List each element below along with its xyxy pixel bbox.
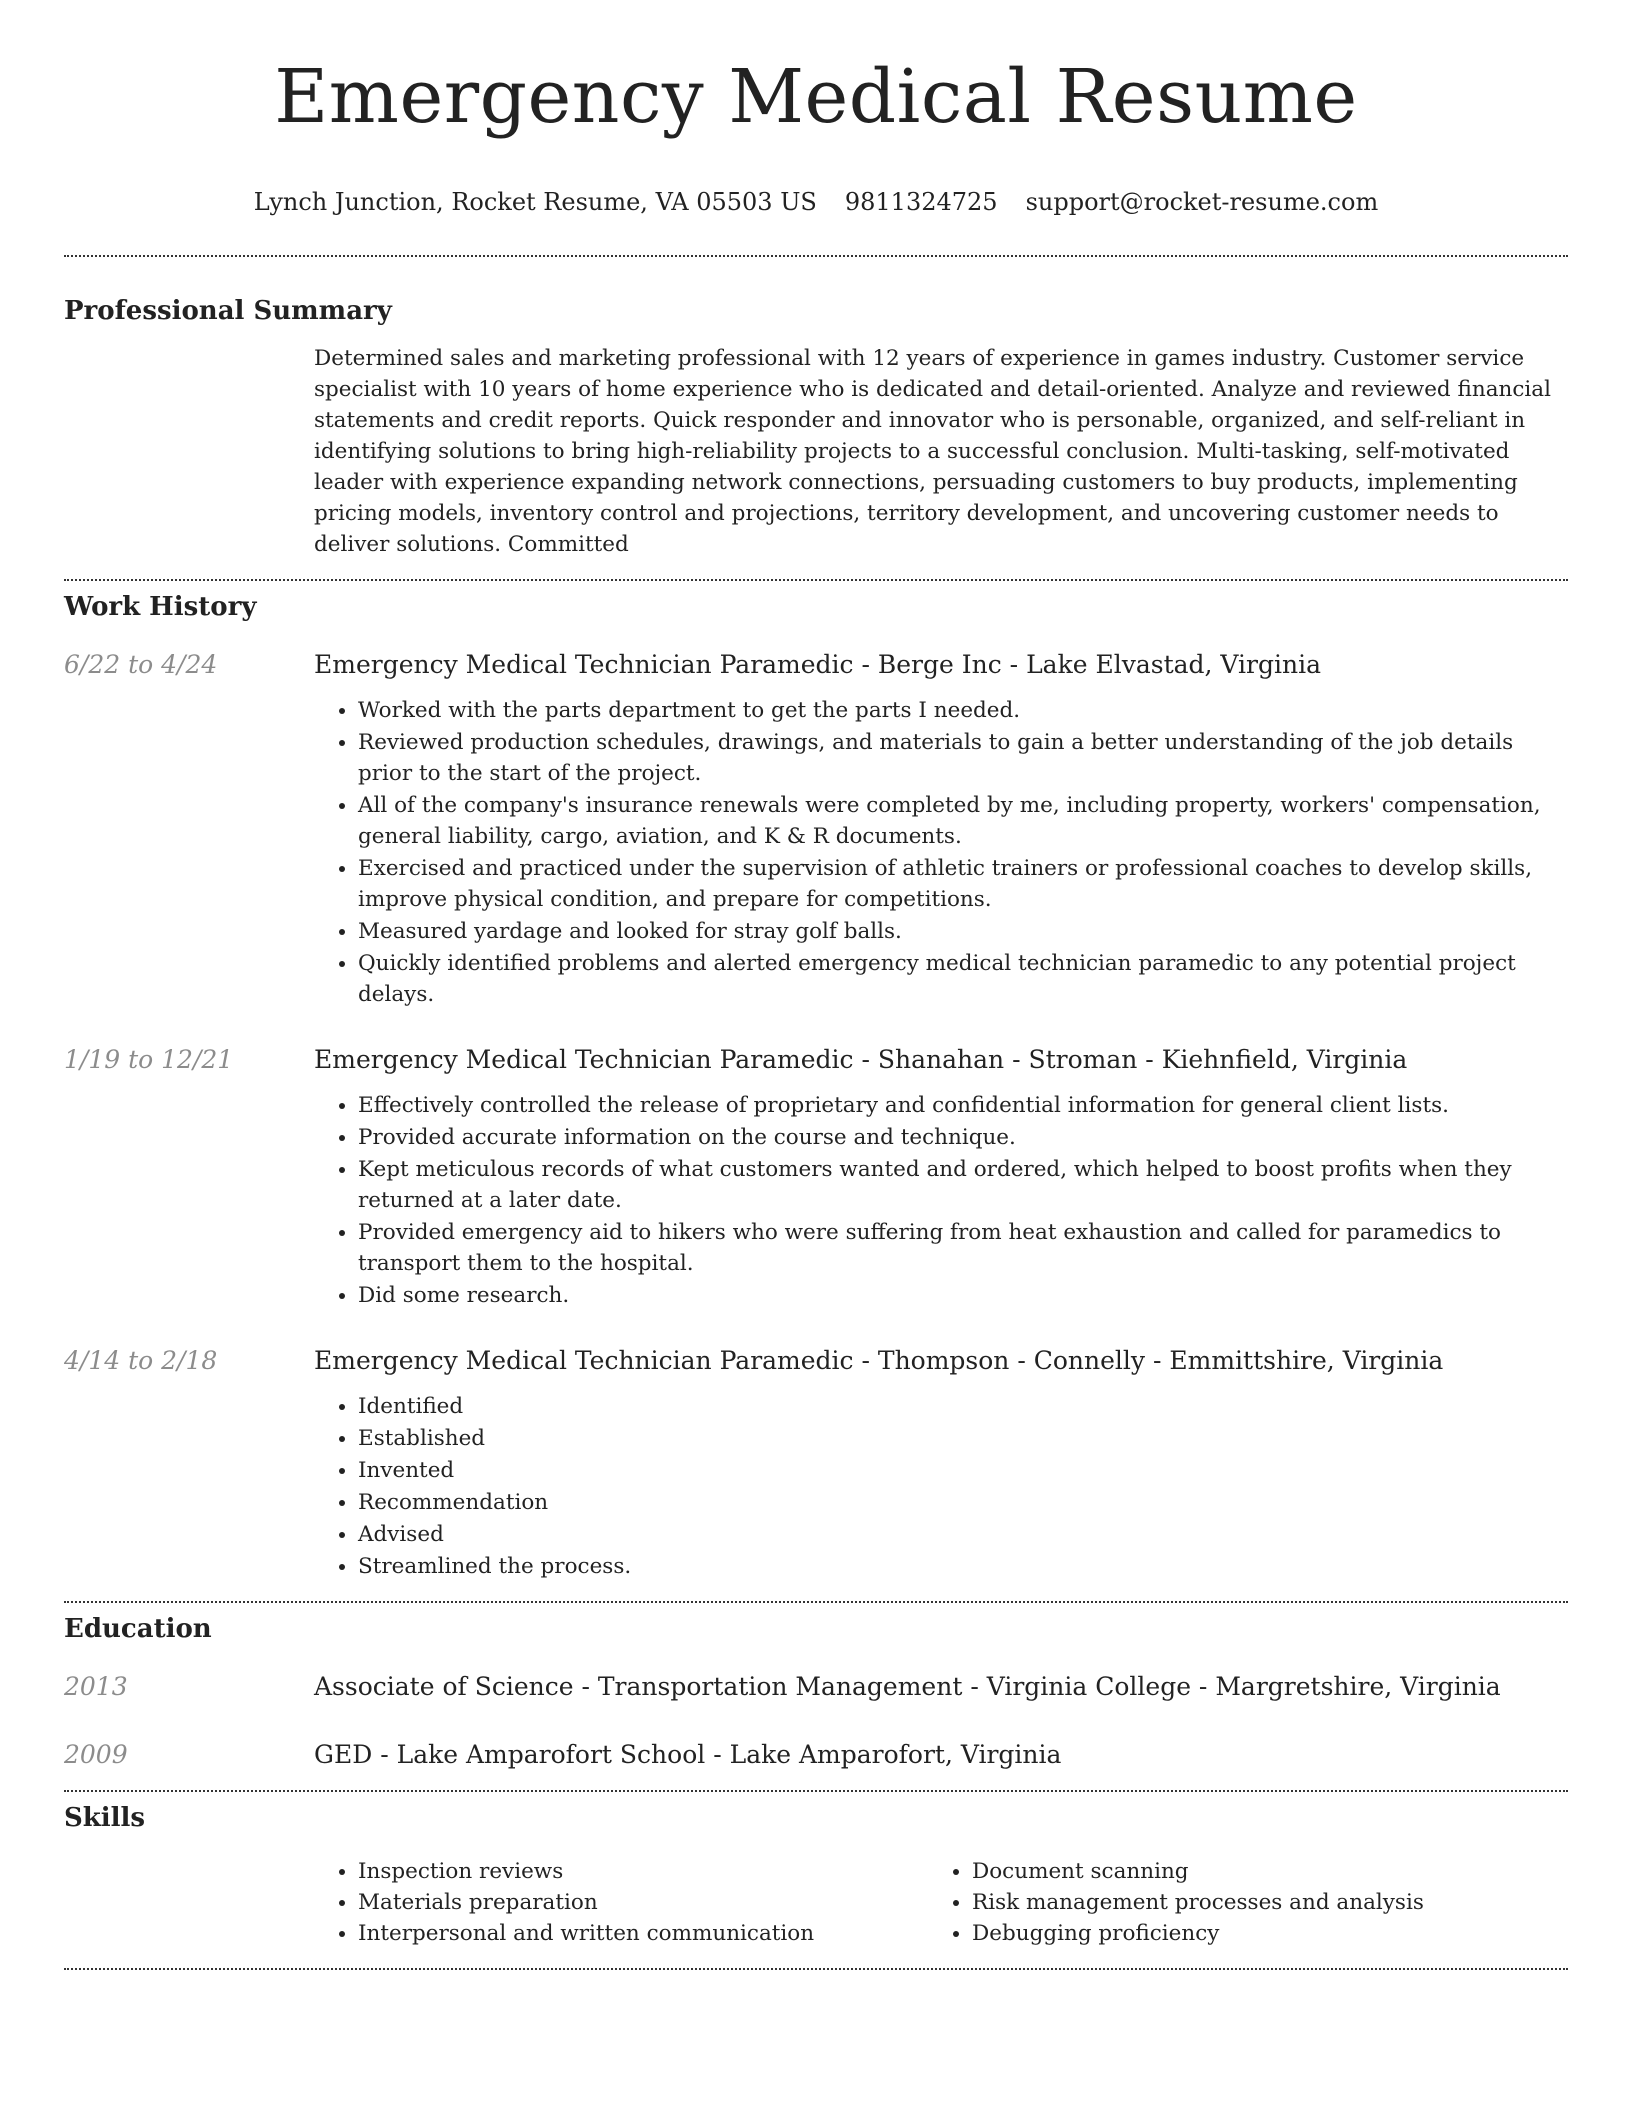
section-title-summary: Professional Summary bbox=[64, 296, 392, 326]
list-item: • Exercised and practiced under the supervision of athletic trainers or professional coaches to develop skills, improve physical condition, and prepare for competitions. bbox=[358, 853, 1568, 915]
divider bbox=[64, 255, 1568, 257]
job-bullets bbox=[314, 1391, 1568, 1582]
skills-list-left bbox=[314, 1856, 928, 1949]
summary-text: Determined sales and marketing professional with 12 years of experience in games industry. Customer service specialist with 10 years of home experience who is dedicated and detail-oriented. Analyze and reviewed financial statements and credit reports. Quick responder and innovator who is personable, organized, and self-reliant in identifying solutions to bring high-reliability projects to a successful conclusion. Multi-tasking, self-motivated leader with experience expanding network connections, persuading customers to buy products, implementing pricing models, inventory control and projections, territory development, and uncovering customer needs to deliver solutions. Committed bbox=[314, 346, 1551, 557]
list-item: • All of the company's insurance renewals were completed by me, including property, workers' compensation, general liability, cargo, aviation, and K & R documents. bbox=[358, 790, 1568, 852]
job-dates: 4/14 to 2/18 bbox=[64, 1346, 218, 1375]
skills-row bbox=[64, 1856, 1568, 1949]
list-item: • Streamlined the process. bbox=[358, 1551, 1568, 1582]
list-item: • Recommendation bbox=[358, 1487, 1568, 1518]
job-dates: 1/19 to 12/21 bbox=[64, 1045, 234, 1074]
list-item: • Worked with the parts department to get the parts I needed. bbox=[358, 695, 1568, 726]
list-item: • Reviewed production schedules, drawings, and materials to gain a better understanding of the job details prior to the start of the project. bbox=[358, 727, 1568, 789]
job-heading: Emergency Medical Technician Paramedic - Shanahan - Stroman - Kiehnfield, Virginia bbox=[314, 1045, 1408, 1074]
skill-item: • Document scanning bbox=[972, 1856, 1542, 1887]
education-heading: GED - Lake Amparofort School - Lake Amparofort, Virginia bbox=[314, 1740, 1062, 1769]
contact-address: Lynch Junction, Rocket Resume, VA 05503 US bbox=[253, 188, 817, 216]
job-bullets bbox=[314, 1090, 1568, 1311]
job-dates: 6/22 to 4/24 bbox=[64, 650, 218, 679]
skills-list-right bbox=[928, 1856, 1542, 1949]
job-entry bbox=[64, 1345, 1568, 1583]
section-title-work: Work History bbox=[64, 592, 257, 622]
skill-item: • Materials preparation bbox=[358, 1887, 928, 1918]
education-year: 2009 bbox=[64, 1740, 128, 1769]
contact-phone: 9811324725 bbox=[844, 188, 998, 216]
list-item: • Identified bbox=[358, 1391, 1568, 1422]
list-item: • Quickly identified problems and alerted emergency medical technician paramedic to any potential project delays. bbox=[358, 948, 1568, 1010]
skill-item: • Interpersonal and written communication bbox=[358, 1918, 928, 1949]
job-bullets bbox=[314, 695, 1568, 1010]
job-heading: Emergency Medical Technician Paramedic - Berge Inc - Lake Elvastad, Virginia bbox=[314, 650, 1321, 679]
divider bbox=[64, 1790, 1568, 1792]
list-item: • Effectively controlled the release of proprietary and confidential information for general client lists. bbox=[358, 1090, 1568, 1121]
resume-title: Emergency Medical Resume bbox=[274, 54, 1358, 140]
list-item: • Invented bbox=[358, 1455, 1568, 1486]
list-item: • Measured yardage and looked for stray golf balls. bbox=[358, 916, 1568, 947]
summary-row bbox=[64, 343, 1568, 560]
divider bbox=[64, 579, 1568, 581]
skill-item: • Inspection reviews bbox=[358, 1856, 928, 1887]
job-heading: Emergency Medical Technician Paramedic - Thompson - Connelly - Emmittshire, Virginia bbox=[314, 1346, 1444, 1375]
job-entry bbox=[64, 649, 1568, 1011]
education-year: 2013 bbox=[64, 1672, 128, 1701]
section-title-skills: Skills bbox=[64, 1803, 146, 1833]
list-item: • Established bbox=[358, 1423, 1568, 1454]
education-entry bbox=[64, 1739, 1568, 1771]
divider bbox=[64, 1968, 1568, 1970]
job-entry bbox=[64, 1044, 1568, 1312]
skill-item: • Debugging proficiency bbox=[972, 1918, 1542, 1949]
contact-email: support@rocket-resume.com bbox=[1025, 188, 1379, 216]
list-item: • Kept meticulous records of what customers wanted and ordered, which helped to boost profits when they returned at a later date. bbox=[358, 1154, 1568, 1216]
section-title-education: Education bbox=[64, 1614, 212, 1644]
list-item: • Provided accurate information on the course and technique. bbox=[358, 1122, 1568, 1153]
list-item: • Advised bbox=[358, 1519, 1568, 1550]
contact-line bbox=[64, 186, 1568, 218]
list-item: • Did some research. bbox=[358, 1280, 1568, 1311]
skill-item: • Risk management processes and analysis bbox=[972, 1887, 1542, 1918]
education-heading: Associate of Science - Transportation Management - Virginia College - Margretshire, Virginia bbox=[314, 1672, 1501, 1701]
list-item: • Provided emergency aid to hikers who were suffering from heat exhaustion and called for paramedics to transport them to the hospital. bbox=[358, 1217, 1568, 1279]
education-entry bbox=[64, 1671, 1568, 1703]
divider bbox=[64, 1601, 1568, 1603]
